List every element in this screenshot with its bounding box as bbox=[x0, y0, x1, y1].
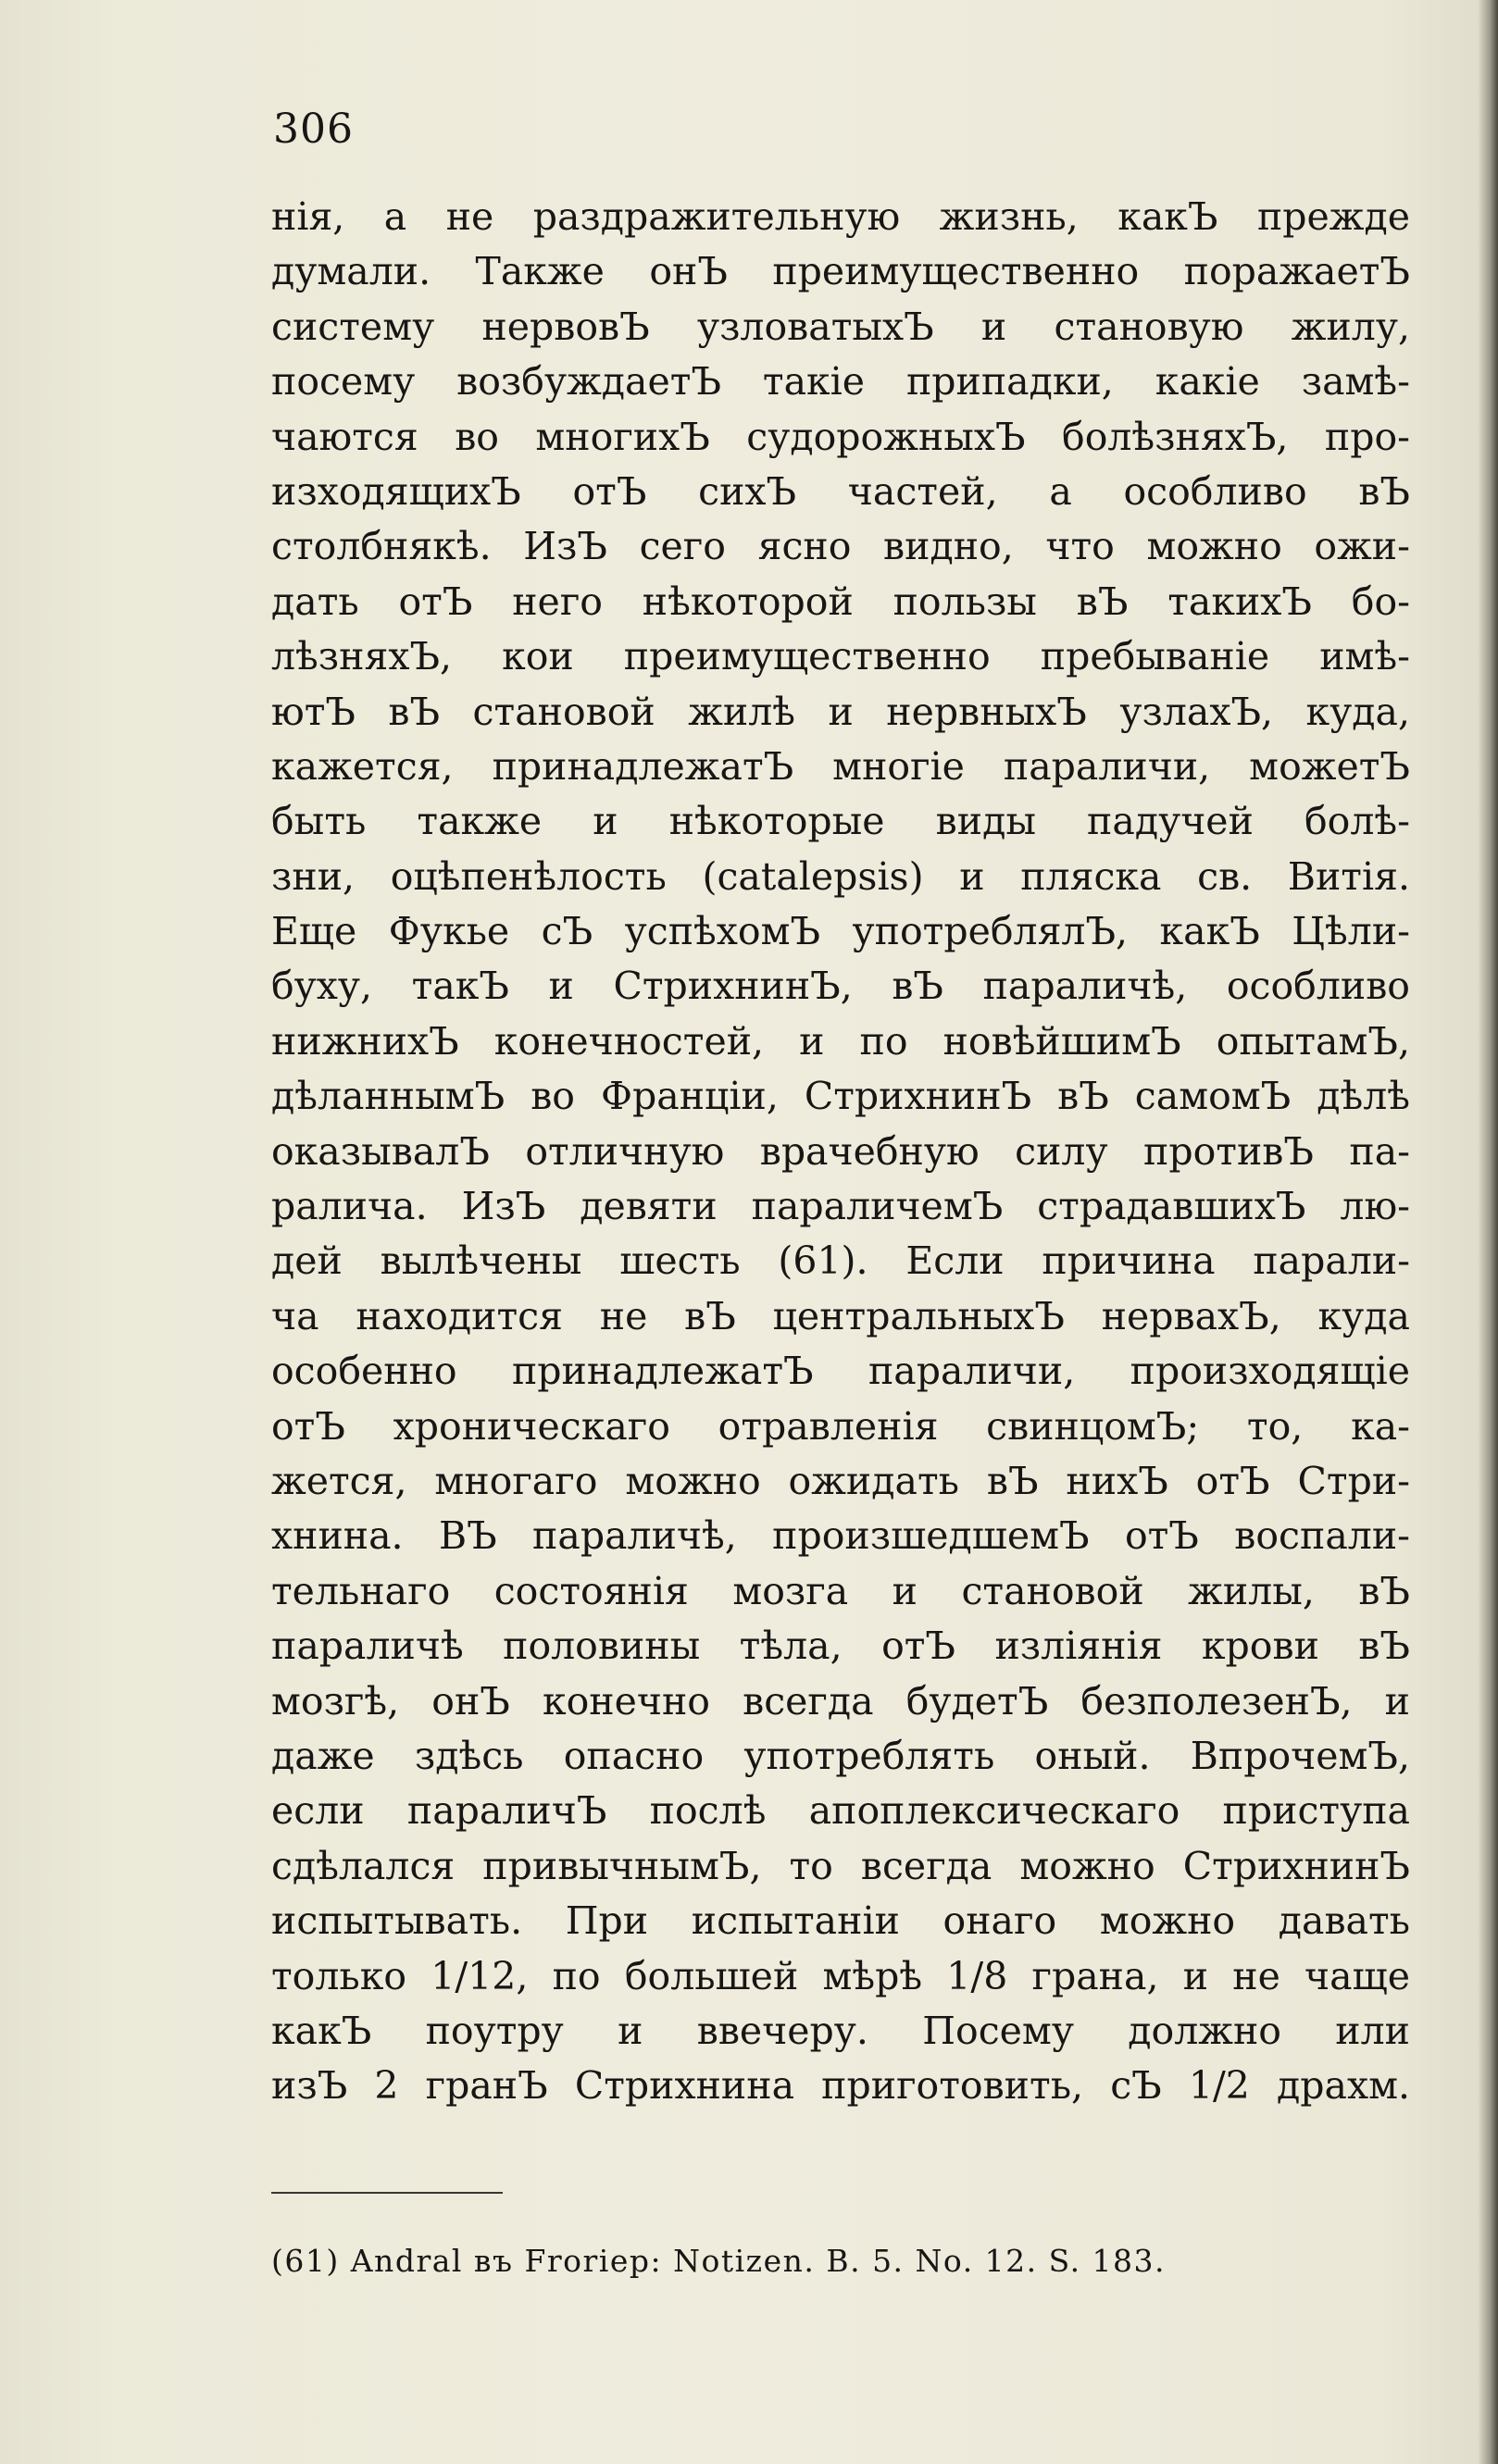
text-line: отЪ хроническаго отравленія свинцомЪ; то, ка- bbox=[271, 1403, 1410, 1449]
text-line: даже здѣсь опасно употреблять оный. ВпрочемЪ, bbox=[271, 1733, 1410, 1778]
text-line: нижнихЪ конечностей, и по новѣйшимЪ опытамЪ, bbox=[271, 1018, 1410, 1064]
text-line: дей вылѣчены шесть (61). Если причина парали- bbox=[271, 1238, 1410, 1284]
text-line: если параличЪ послѣ апоплексическаго приступа bbox=[271, 1788, 1410, 1834]
text-line: параличѣ половины тѣла, отЪ изліянія крови вЪ bbox=[271, 1624, 1410, 1669]
text-line: какЪ поутру и ввечеру. Посему должно или bbox=[271, 2008, 1410, 2053]
spine-shadow bbox=[1478, 0, 1498, 2464]
text-line: тельнаго состоянія мозга и становой жилы, вЪ bbox=[271, 1568, 1410, 1613]
text-line: дать отЪ него нѣкоторой пользы вЪ такихЪ бо- bbox=[271, 579, 1410, 624]
footnote-divider bbox=[271, 2192, 503, 2194]
footnote: (61) Andral въ Froriep: Notizen. B. 5. No. 12. S. 183. bbox=[271, 2243, 1167, 2279]
text-line: оказывалЪ отличную врачебную силу противЪ па- bbox=[271, 1128, 1410, 1174]
text-line: хнина. ВЪ параличѣ, произшедшемЪ отЪ воспали- bbox=[271, 1513, 1410, 1559]
text-line: мозгѣ, онЪ конечно всегда будетЪ безполезенЪ, и bbox=[271, 1678, 1410, 1724]
text-line: зни, оцѣпенѣлость (catalepsis) и пляска св. Витія. bbox=[271, 853, 1410, 899]
text-line: посему возбуждаетЪ такіе припадки, какіе замѣ- bbox=[271, 359, 1410, 404]
text-line: лѣзняхЪ, кои преимущественно пребываніе имѣ- bbox=[271, 634, 1410, 679]
text-line: нія, а не раздражительную жизнь, какЪ прежде bbox=[271, 194, 1410, 239]
text-line: Еще Фукье сЪ успѣхомЪ употреблялЪ, какЪ Цѣли- bbox=[271, 909, 1410, 954]
text-line: столбнякѣ. ИзЪ сего ясно видно, что можно ожи- bbox=[271, 524, 1410, 569]
text-line: особенно принадлежатЪ параличи, произходящіе bbox=[271, 1349, 1410, 1394]
text-line: только 1/12, по большей мѣрѣ 1/8 грана, и не чаще bbox=[271, 1953, 1410, 1998]
text-line: изходящихЪ отЪ сихЪ частей, а особливо вЪ bbox=[271, 468, 1410, 514]
text-line: изЪ 2 гранЪ Стрихнина приготовить, сЪ 1/2 драхм. bbox=[271, 2063, 1410, 2109]
text-line: ча находится не вЪ центральныхЪ нервахЪ, куда bbox=[271, 1293, 1410, 1338]
text-line: ютЪ вЪ становой жилѣ и нервныхЪ узлахЪ, куда, bbox=[271, 689, 1410, 734]
text-line: кажется, принадлежатЪ многіе параличи, можетЪ bbox=[271, 743, 1410, 789]
text-line: ралича. ИзЪ девяти параличемЪ страдавшихЪ лю- bbox=[271, 1184, 1410, 1229]
text-line: быть также и нѣкоторые виды падучей болѣ- bbox=[271, 799, 1410, 844]
text-line: чаются во многихЪ судорожныхЪ болѣзняхЪ, про- bbox=[271, 414, 1410, 459]
text-line: систему нервовЪ узловатыхЪ и становую жилу, bbox=[271, 304, 1410, 349]
page-number: 306 bbox=[273, 106, 354, 153]
text-line: жется, многаго можно ожидать вЪ нихЪ отЪ Стри- bbox=[271, 1458, 1410, 1503]
text-line: думали. Также онЪ преимущественно поражаетЪ bbox=[271, 249, 1410, 294]
text-line: буху, такЪ и СтрихнинЪ, вЪ параличѣ, особливо bbox=[271, 964, 1410, 1009]
text-line: испытывать. При испытаніи онаго можно давать bbox=[271, 1898, 1410, 1944]
main-text bbox=[271, 190, 1410, 2114]
text-line: сдѣлался привычнымЪ, то всегда можно СтрихнинЪ bbox=[271, 1843, 1410, 1888]
text-line: дѣланнымЪ во Франціи, СтрихнинЪ вЪ самомЪ дѣлѣ bbox=[271, 1074, 1410, 1119]
